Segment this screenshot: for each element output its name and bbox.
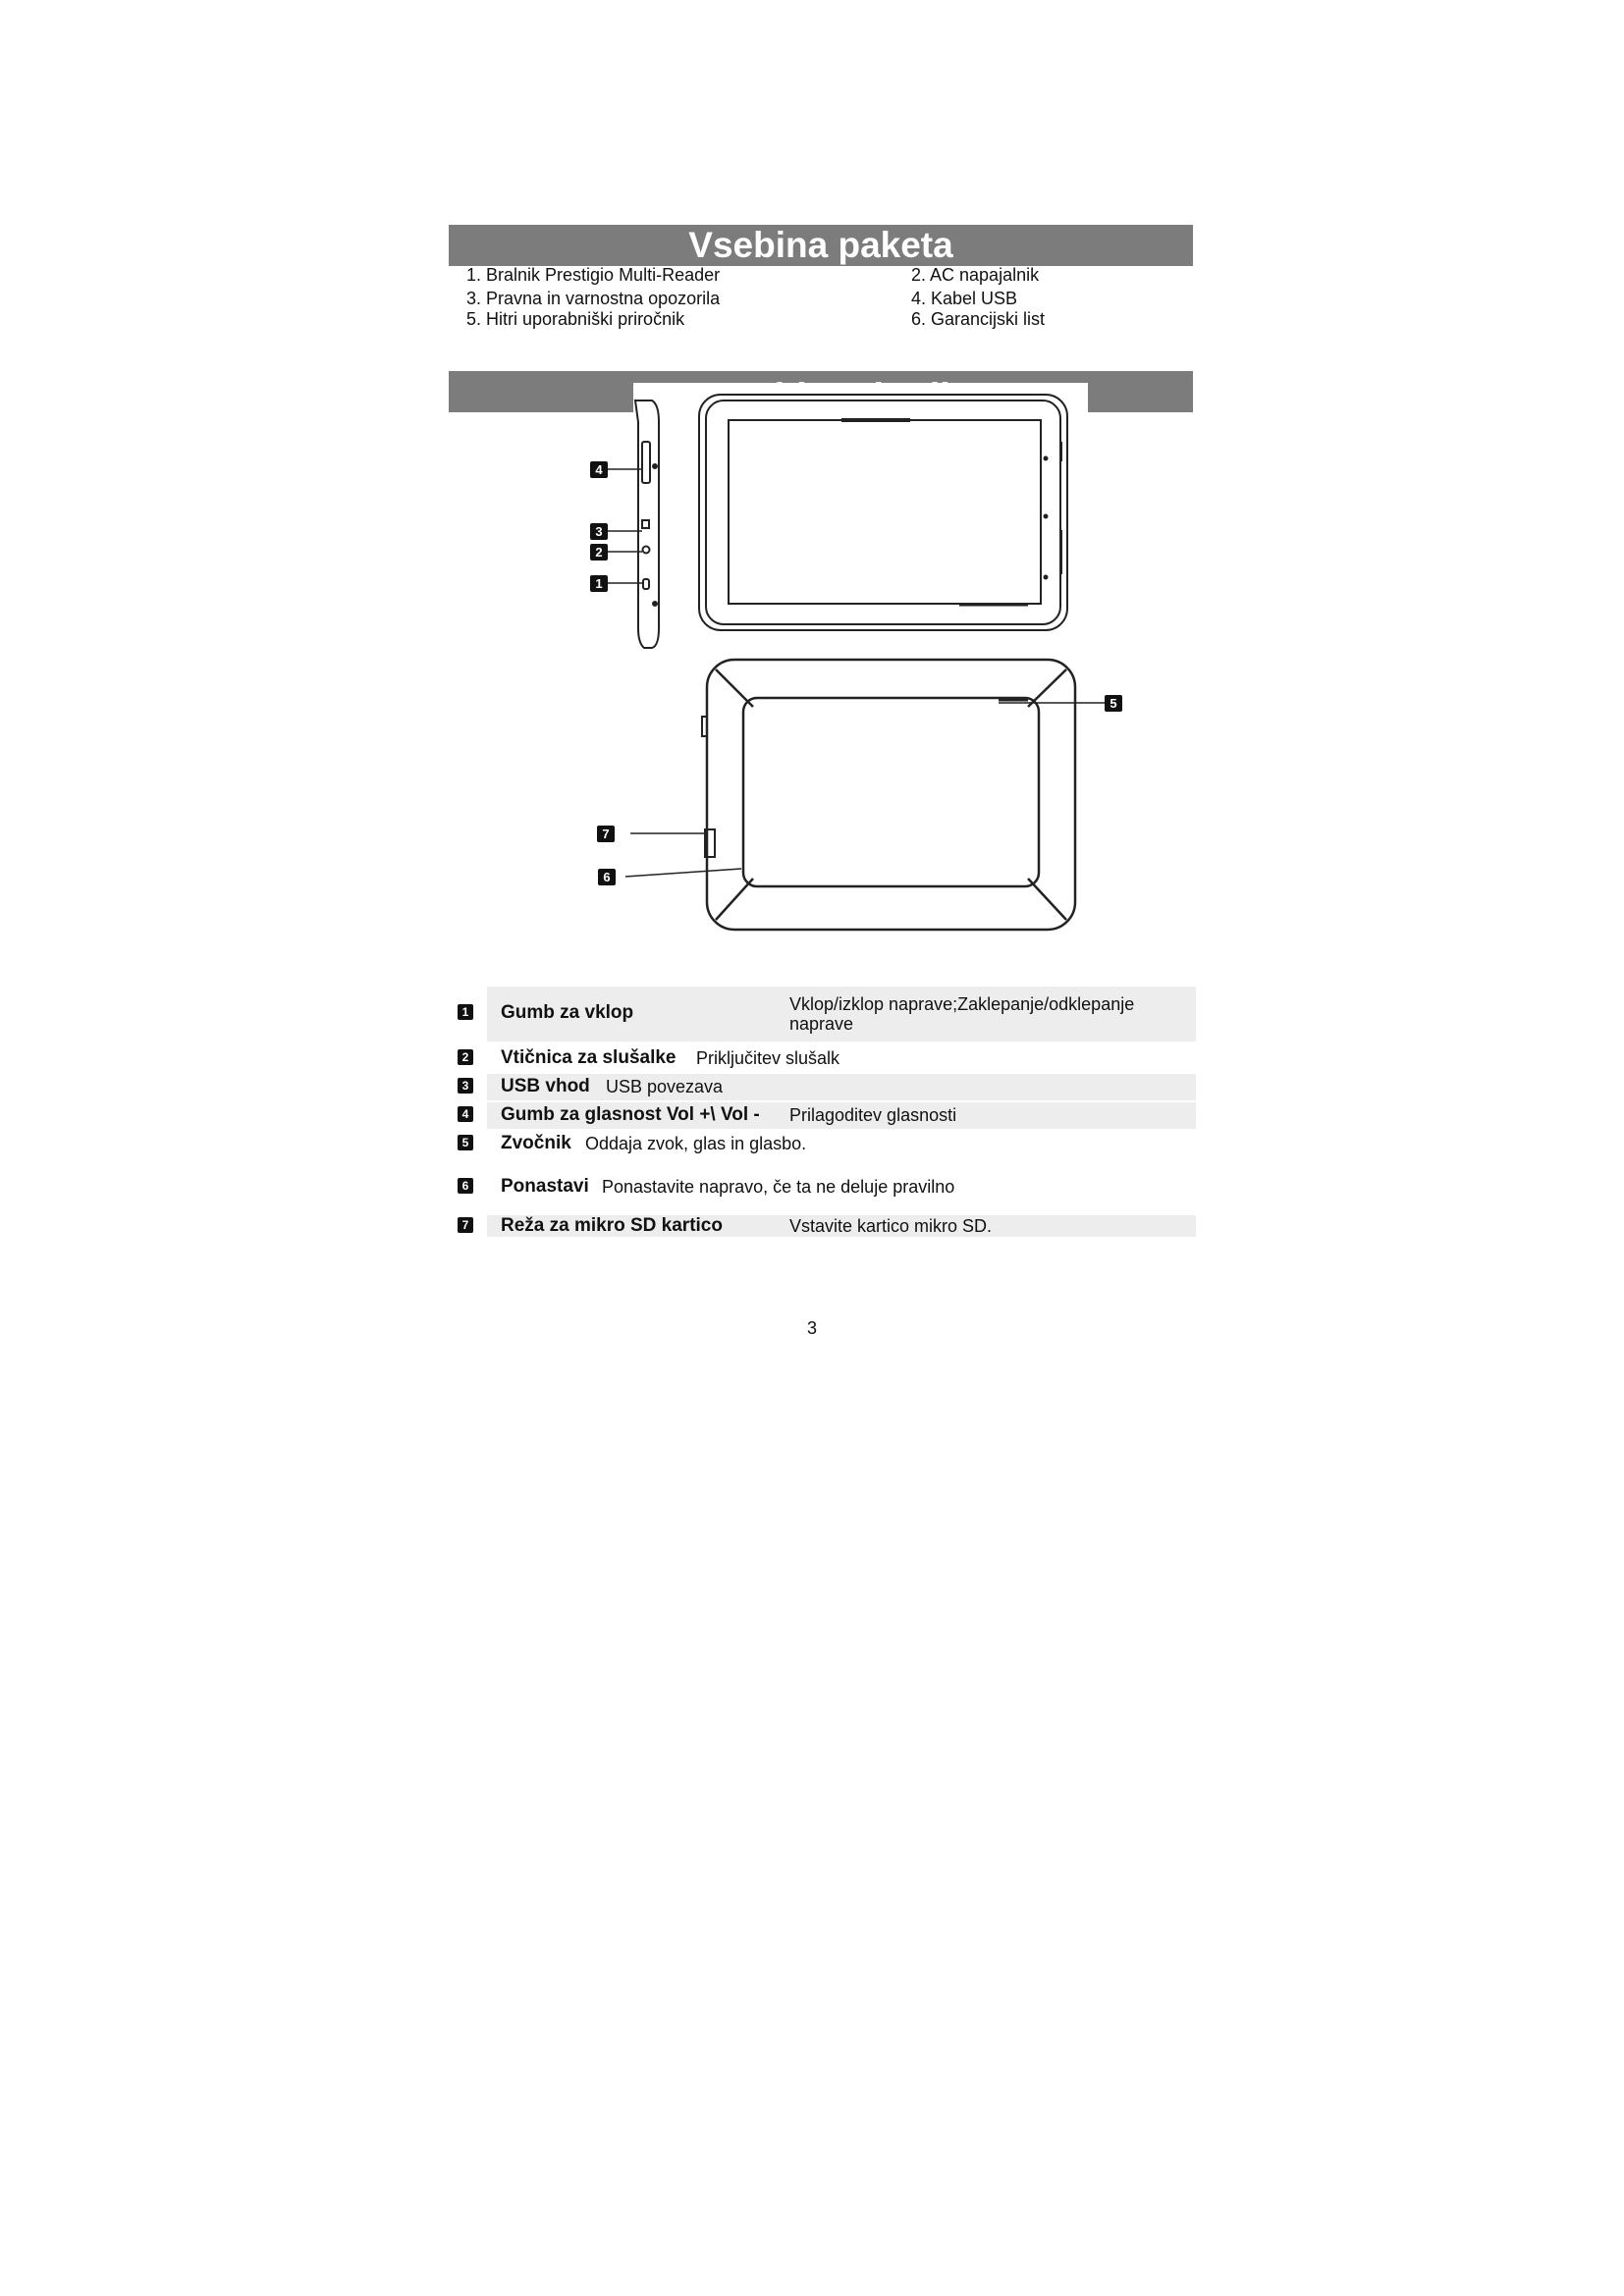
feature-name: USB vhod	[501, 1076, 590, 1096]
callout-2	[590, 544, 608, 561]
feature-description: Prilagoditev glasnosti	[789, 1105, 957, 1125]
feature-number: 7	[458, 1217, 473, 1233]
feature-name: Reža za mikro SD kartico	[501, 1215, 723, 1236]
feature-number: 4	[458, 1106, 473, 1122]
feature-row-7	[458, 1215, 1196, 1237]
feature-number: 5	[458, 1135, 473, 1150]
device-diagram	[449, 383, 1193, 952]
svg-text:5: 5	[1110, 696, 1117, 711]
svg-text:4: 4	[595, 462, 603, 477]
package-item-2: 2. AC napajalnik	[911, 265, 1040, 285]
feature-row-1	[458, 987, 1196, 1041]
page-number: 3	[806, 1318, 817, 1338]
callout-1	[590, 575, 608, 592]
feature-name: Gumb za glasnost Vol +\ Vol -	[501, 1104, 760, 1125]
back-view	[702, 660, 1075, 930]
package-item-4: 4. Kabel USB	[911, 289, 1018, 308]
feature-description: USB povezava	[606, 1077, 724, 1096]
callout-5	[1105, 695, 1122, 712]
feature-row-2	[458, 1046, 1196, 1072]
svg-text:6: 6	[603, 870, 611, 884]
feature-number: 2	[458, 1049, 473, 1065]
feature-description: Priključitev slušalk	[696, 1048, 840, 1068]
callout-4	[590, 461, 608, 478]
package-item-6: 6. Garancijski list	[911, 309, 1046, 329]
feature-row-5	[458, 1131, 1196, 1156]
feature-number: 6	[458, 1178, 473, 1194]
feature-row-4	[458, 1102, 1196, 1129]
feature-name: Gumb za vklop	[501, 1002, 634, 1023]
package-item-3: 3. Pravna in varnostna opozorila	[466, 289, 721, 308]
feature-description: Vstavite kartico mikro SD.	[789, 1216, 993, 1236]
diagram-background	[633, 383, 1088, 579]
svg-text:1: 1	[595, 576, 603, 591]
callout-6	[598, 869, 616, 885]
callout-7	[597, 826, 615, 842]
package-item-1: 1. Bralnik Prestigio Multi-Reader	[466, 265, 721, 285]
svg-text:3: 3	[595, 524, 603, 539]
callout-3	[590, 523, 608, 540]
svg-text:7: 7	[602, 827, 610, 841]
package-item-5: 5. Hitri uporabniški priročnik	[466, 309, 685, 329]
feature-name: Vtičnica za slušalke	[501, 1047, 677, 1068]
feature-name: Ponastavi	[501, 1176, 589, 1197]
feature-number: 3	[458, 1078, 473, 1094]
device-diagram-svg	[449, 383, 1193, 952]
feature-description: Oddaja zvok, glas in glasbo.	[585, 1134, 807, 1153]
section-title-package: Vsebina paketa	[449, 225, 1193, 266]
feature-description: Vklop/izklop naprave;Zaklepanje/odklepanje naprave	[789, 994, 1135, 1034]
feature-row-3	[458, 1074, 1196, 1100]
svg-text:2: 2	[595, 545, 603, 560]
feature-row-6	[458, 1174, 1196, 1200]
feature-name: Zvočnik	[501, 1133, 571, 1153]
feature-number: 1	[458, 1004, 473, 1020]
feature-description: Ponastavite napravo, če ta ne deluje pravilno	[602, 1177, 955, 1197]
